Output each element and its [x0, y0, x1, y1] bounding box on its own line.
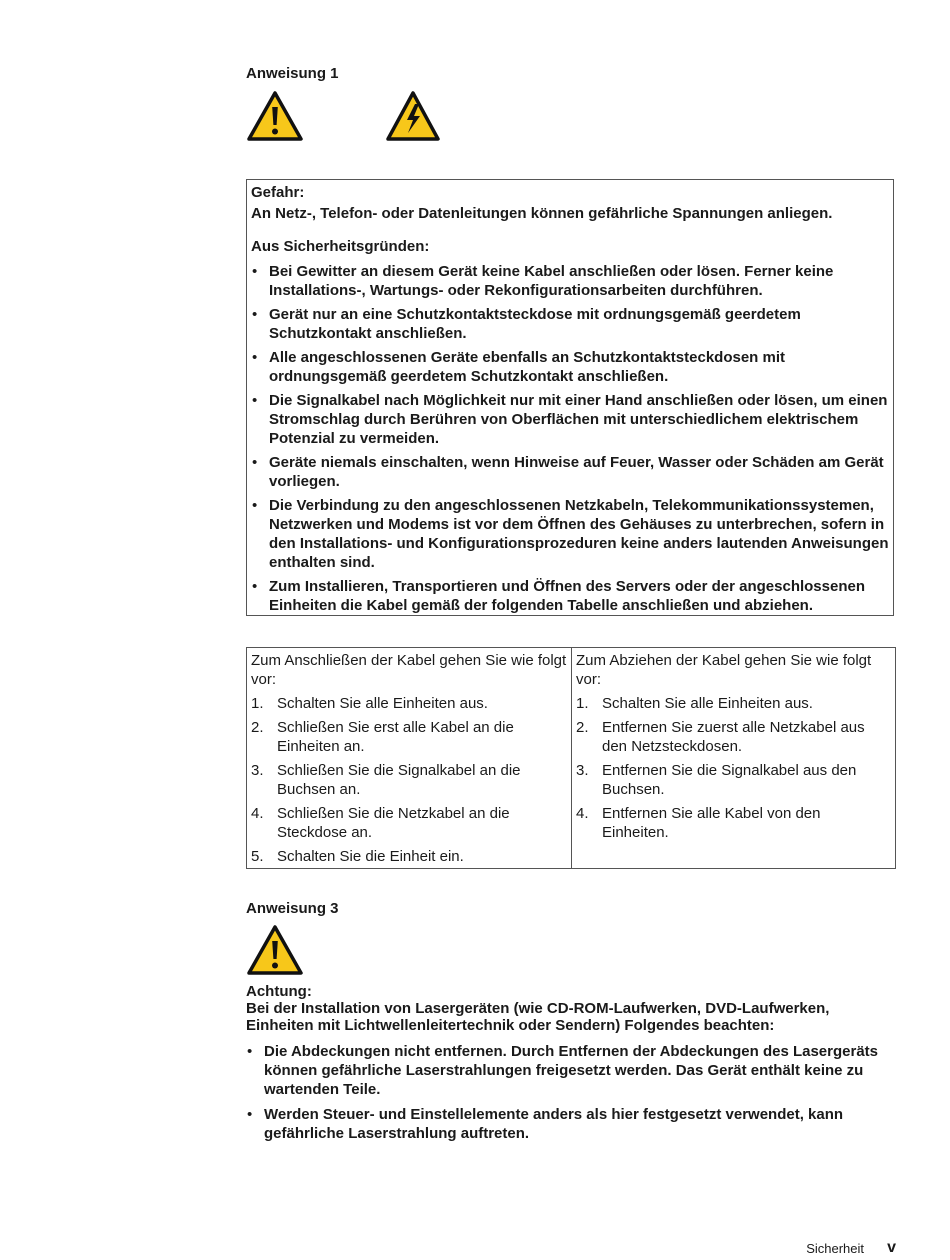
step-number: 1.	[251, 695, 264, 712]
list-item	[251, 847, 567, 866]
connect-column	[247, 648, 571, 868]
danger-label: Gefahr:	[251, 184, 305, 201]
list-item: • Gerät nur an eine Schutzkontaktsteckdose mit ordnungsgemäß geerdetem Schutzkontakt anschließen.	[251, 305, 889, 343]
step-number: 2.	[576, 719, 589, 736]
caution-label: Achtung:	[246, 983, 312, 1000]
step-text: Entfernen Sie alle Kabel von den Einheiten.	[602, 805, 821, 841]
step-text: Schließen Sie die Netzkabel an die Steckdose an.	[277, 805, 510, 841]
step-text: Entfernen Sie die Signalkabel aus den Buchsen.	[602, 762, 857, 798]
list-item: • Geräte niemals einschalten, wenn Hinweise auf Feuer, Wasser oder Schäden am Gerät vorliegen.	[251, 453, 889, 491]
caution-text: Bei der Installation von Lasergeräten (wie CD-ROM-Laufwerken, DVD-Laufwerken, Einheiten mit Lichtwellenleitertechnik oder Sendern) Folgendes beachten:	[246, 1000, 830, 1034]
laser-bullet-list	[246, 1042, 894, 1143]
list-item	[576, 718, 891, 756]
list-item	[251, 694, 567, 713]
disconnect-header: Zum Abziehen der Kabel gehen Sie wie folgt vor:	[576, 652, 872, 688]
step-number: 3.	[576, 762, 589, 779]
statement1-heading: Anweisung 1	[246, 65, 339, 82]
disconnect-column	[571, 648, 895, 868]
step-text: Schalten Sie alle Einheiten aus.	[277, 695, 488, 712]
list-item: • Werden Steuer- und Einstellelemente anders als hier festgesetzt verwendet, kann gefährliche Laserstrahlung auftreten.	[246, 1105, 894, 1143]
disconnect-steps	[576, 694, 891, 842]
list-item: • Alle angeschlossenen Geräte ebenfalls an Schutzkontaktsteckdosen mit ordnungsgemäß geerdetem Schutzkontakt anschließen.	[251, 348, 889, 386]
electrical-hazard-icon	[385, 90, 441, 142]
step-number: 2.	[251, 719, 264, 736]
list-item: • Zum Installieren, Transportieren und Öffnen des Servers oder der angeschlossenen Einheiten die Kabel gemäß der folgenden Tabelle anschließen und abziehen.	[251, 577, 889, 615]
danger-text: An Netz-, Telefon- oder Datenleitungen können gefährliche Spannungen anliegen.	[251, 205, 833, 222]
safety-bullet-list	[251, 262, 889, 615]
warning-triangle-icon	[246, 90, 304, 142]
warning-triangle-icon	[246, 924, 304, 976]
list-item	[251, 761, 567, 799]
list-item	[576, 804, 891, 842]
list-item	[576, 694, 891, 713]
connect-steps	[251, 694, 567, 866]
safety-label: Aus Sicherheitsgründen:	[251, 238, 430, 255]
page-number: v	[887, 1239, 896, 1256]
footer-section-name: Sicherheit	[806, 1241, 864, 1256]
list-item: • Die Verbindung zu den angeschlossenen Netzkabeln, Telekommunikationssystemen, Netzwerken und Modems ist vor dem Öffnen des Gehäuses zu unterbrechen, sofern in den Installations- und Konfigurationsprozeduren keine anders lautenden Anweisungen enthalten sind.	[251, 496, 889, 572]
step-number: 4.	[251, 805, 264, 822]
statement3-heading: Anweisung 3	[246, 900, 339, 917]
connect-header: Zum Anschließen der Kabel gehen Sie wie folgt vor:	[251, 652, 567, 688]
danger-notice-box	[246, 179, 894, 616]
step-text: Schließen Sie die Signalkabel an die Buchsen an.	[277, 762, 521, 798]
step-number: 5.	[251, 848, 264, 865]
list-item: • Die Abdeckungen nicht entfernen. Durch Entfernen der Abdeckungen des Lasergeräts können gefährliche Laserstrahlungen freigesetzt werden. Das Gerät enthält keine zu wartenden Teile.	[246, 1042, 894, 1099]
list-item	[576, 761, 891, 799]
step-number: 3.	[251, 762, 264, 779]
list-item: • Bei Gewitter an diesem Gerät keine Kabel anschließen oder lösen. Ferner keine Installations-, Wartungs- oder Rekonfigurationsarbeiten durchführen.	[251, 262, 889, 300]
step-text: Schalten Sie die Einheit ein.	[277, 848, 464, 865]
list-item	[251, 718, 567, 756]
laser-caution-section	[246, 983, 894, 1149]
list-item	[251, 804, 567, 842]
step-text: Schalten Sie alle Einheiten aus.	[602, 695, 813, 712]
step-text: Entfernen Sie zuerst alle Netzkabel aus den Netzsteckdosen.	[602, 719, 865, 755]
step-number: 4.	[576, 805, 589, 822]
step-number: 1.	[576, 695, 589, 712]
step-text: Schließen Sie erst alle Kabel an die Einheiten an.	[277, 719, 514, 755]
cable-procedure-table	[246, 647, 896, 869]
list-item: • Die Signalkabel nach Möglichkeit nur mit einer Hand anschließen oder lösen, um einen Stromschlag durch Berühren von Oberflächen mit unterschiedlichem elektrischem Potenzial zu vermeiden.	[251, 391, 889, 448]
